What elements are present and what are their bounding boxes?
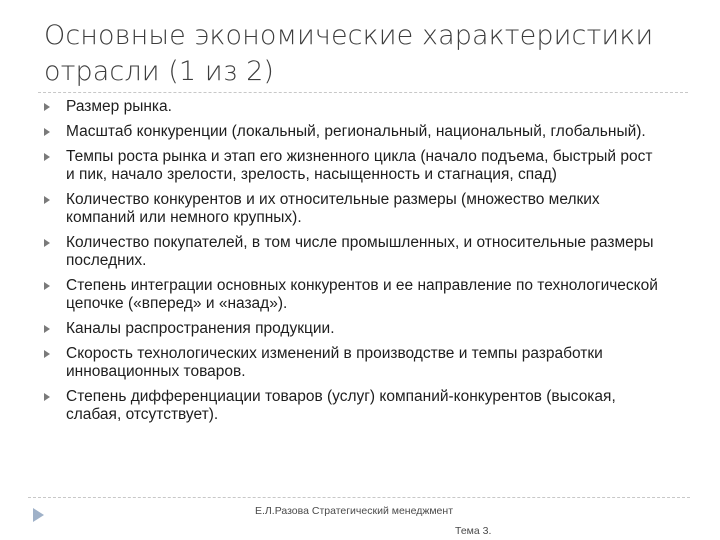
triangle-bullet-icon <box>44 325 50 333</box>
list-item-text: Каналы распространения продукции. <box>66 320 335 337</box>
play-arrow-icon[interactable] <box>33 508 44 522</box>
list-item-text: Количество покупателей, в том числе промышленных, и относительные размеры последних. <box>66 234 654 269</box>
slide-title: Основные экономические характеристики отрасли (1 из 2) <box>44 20 654 87</box>
list-item-text: Скорость технологических изменений в производстве и темпы разработки инновационных товаров. <box>66 345 603 380</box>
list-item <box>44 123 664 141</box>
list-item-text: Степень интеграции основных конкурентов и ее направление по технологической цепочке («вперед» и «назад»). <box>66 277 658 312</box>
title-divider <box>38 92 688 93</box>
list-item <box>44 277 664 313</box>
triangle-bullet-icon <box>44 196 50 204</box>
list-item <box>44 345 664 381</box>
triangle-bullet-icon <box>44 282 50 290</box>
footer-divider <box>28 497 690 498</box>
triangle-bullet-icon <box>44 239 50 247</box>
triangle-bullet-icon <box>44 103 50 111</box>
list-item <box>44 234 664 270</box>
list-item-text: Темпы роста рынка и этап его жизненного цикла (начало подъема, быстрый рост и пик, начало зрелости, зрелость, насыщенность и стагнация, спад) <box>66 148 653 183</box>
list-item <box>44 191 664 227</box>
list-item-text: Количество конкурентов и их относительные размеры (множество мелких компаний или немного крупных). <box>66 191 600 226</box>
list-item <box>44 320 664 338</box>
list-item <box>44 388 664 424</box>
bullet-list <box>44 98 664 431</box>
list-item <box>44 148 664 184</box>
footer-author: Е.Л.Разова Стратегический менеджмент <box>255 505 454 517</box>
list-item-text: Размер рынка. <box>66 98 172 115</box>
triangle-bullet-icon <box>44 350 50 358</box>
triangle-bullet-icon <box>44 393 50 401</box>
footer-topic: Тема 3. <box>455 525 492 537</box>
list-item <box>44 98 664 116</box>
triangle-bullet-icon <box>44 153 50 161</box>
list-item-text: Степень дифференциации товаров (услуг) компаний-конкурентов (высокая, слабая, отсутствует). <box>66 388 616 423</box>
list-item-text: Масштаб конкуренции (локальный, региональный, национальный, глобальный). <box>66 123 646 140</box>
triangle-bullet-icon <box>44 128 50 136</box>
